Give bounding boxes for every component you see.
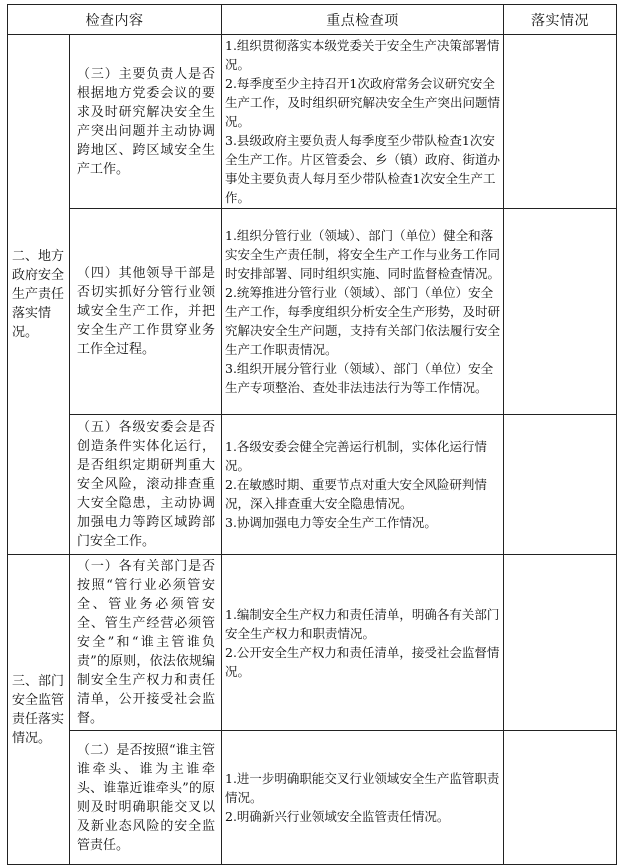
table-row bbox=[8, 731, 617, 865]
header-status: 落实情况 bbox=[504, 5, 617, 35]
key-point: 1.进一步明确职能交叉行业领域安全生产监管职责情况。 bbox=[225, 771, 500, 805]
key-point: 3.组织开展分管行业（领域）、部门（单位）安全生产专项整治、查处非法违法行为等工作情况。 bbox=[225, 361, 494, 395]
key-point: 2.每季度至少主持召开1次政府常务会议研究安全生产工作，及时组织研究解决安全生产突出问题情况。 bbox=[225, 76, 501, 129]
status-cell bbox=[504, 209, 617, 415]
key-point: 1.编制安全生产权力和责任清单，明确各有关部门安全生产权力和职责情况。 bbox=[225, 606, 500, 641]
table-row bbox=[8, 415, 617, 555]
inspection-table bbox=[7, 4, 617, 865]
header-key-items: 重点检查项 bbox=[222, 5, 504, 35]
key-point: 3.协调加强电力等安全生产工作情况。 bbox=[225, 515, 437, 530]
key-points-cell bbox=[222, 35, 504, 209]
status-cell bbox=[504, 731, 617, 865]
key-point: 2.明确新兴行业领域安全监管责任情况。 bbox=[225, 809, 450, 824]
table-row bbox=[8, 555, 617, 731]
table-row bbox=[8, 35, 617, 209]
key-point: 2.在敏感时期、重要节点对重大安全风险研判情况，深入排查重大安全隐患情况。 bbox=[225, 477, 487, 511]
key-points-cell bbox=[222, 209, 504, 415]
key-point: 2.公开安全生产权力和责任清单，接受社会监督情况。 bbox=[225, 644, 500, 679]
key-points-cell bbox=[222, 415, 504, 555]
check-item-cell: （二）是否按照“谁主管谁牵头、谁为主谁牵头、谁靠近谁牵头”的原则及时明确职能交叉以及新业态风险的安全监管责任。 bbox=[70, 731, 222, 865]
key-points-cell bbox=[222, 555, 504, 731]
status-cell bbox=[504, 555, 617, 731]
category-cell: 三、部门安全监管责任落实情况。 bbox=[8, 555, 70, 865]
key-point: 2.统筹推进分管行业（领域）、部门（单位）安全生产工作，每季度组织分析安全生产形势，及时研究解决安全生产问题，支持有关部门依法履行安全生产工作职责情况。 bbox=[225, 285, 501, 357]
category-cell: 二、地方政府安全生产责任落实情况。 bbox=[8, 35, 70, 555]
check-item-cell: （五）各级安委会是否创造条件实体化运行，是否组织定期研判重大安全风险，滚动排查重大安全隐患，主动协调加强电力等跨区域跨部门安全工作。 bbox=[70, 415, 222, 555]
header-check-content: 检查内容 bbox=[8, 5, 222, 35]
key-point: 1.各级安委会健全完善运行机制，实体化运行情况。 bbox=[225, 439, 487, 473]
check-item-cell: （三）主要负责人是否根据地方党委会议的要求及时研究解决安全生产突出问题并主动协调跨地区、跨区域安全生产工作。 bbox=[70, 35, 222, 209]
key-points-cell bbox=[222, 731, 504, 865]
status-cell bbox=[504, 35, 617, 209]
table-row bbox=[8, 209, 617, 415]
check-item-cell: （一）各有关部门是否按照“管行业必须管安全、管业务必须管安全、管生产经营必须管安全”和“谁主管谁负责”的原则，依法依规编制安全生产权力和责任清单，公开接受社会监督。 bbox=[70, 555, 222, 731]
key-point: 1.组织分管行业（领域）、部门（单位）健全和落实安全生产责任制，将安全生产工作与业务工作同时安排部署、同时组织实施、同时监督检查情况。 bbox=[225, 228, 501, 281]
check-item-cell: （四）其他领导干部是否切实抓好分管行业领域安全生产工作，并把安全生产工作贯穿业务工作全过程。 bbox=[70, 209, 222, 415]
table-header-row bbox=[8, 5, 617, 35]
status-cell bbox=[504, 415, 617, 555]
key-point: 1.组织贯彻落实本级党委关于安全生产决策部署情况。 bbox=[225, 38, 500, 72]
key-point: 3.县级政府主要负责人每季度至少带队检查1次安全生产工作。片区管委会、乡（镇）政府、街道办事处主要负责人每月至少带队检查1次安全生产工作。 bbox=[225, 133, 501, 205]
